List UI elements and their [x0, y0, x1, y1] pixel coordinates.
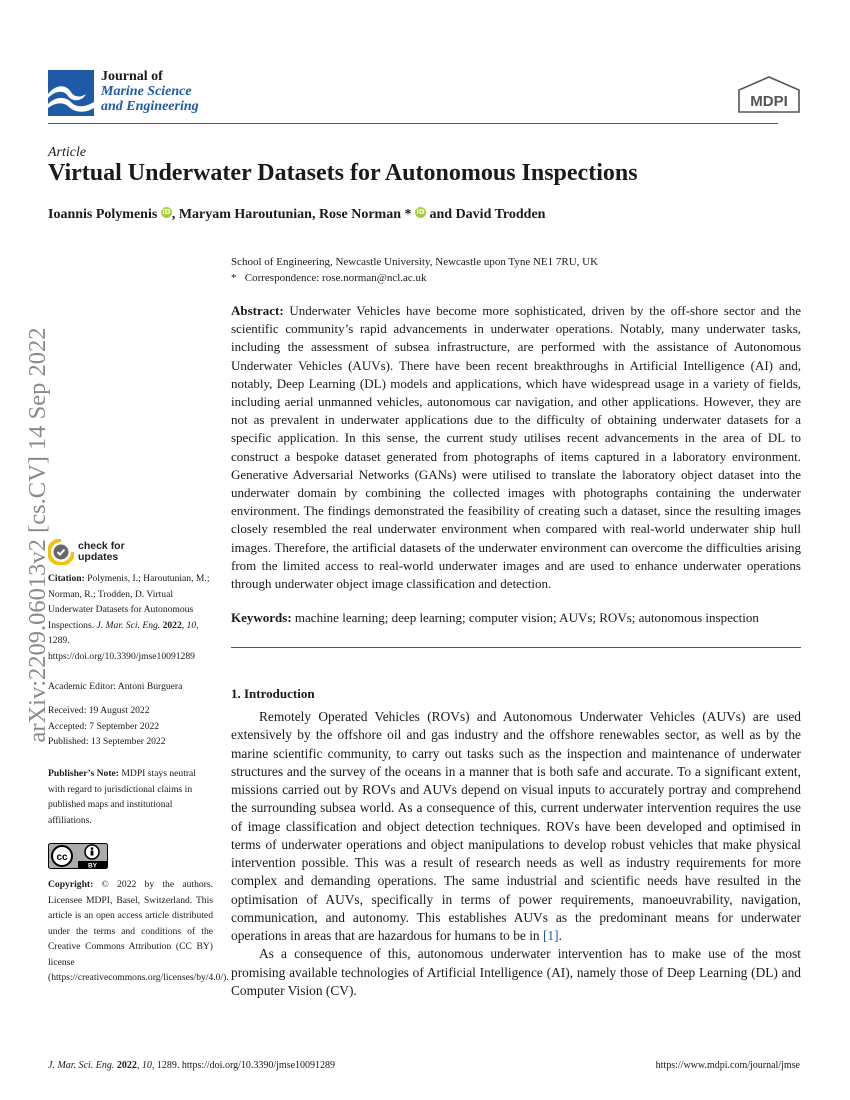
keywords: [231, 609, 801, 627]
check-updates-line1: check for: [78, 540, 125, 552]
orcid-icon[interactable]: iD: [416, 208, 425, 216]
svg-text:cc: cc: [56, 852, 68, 863]
paragraph: [231, 708, 801, 945]
journal-name-line2: Marine Science: [101, 84, 192, 99]
correspondence-mark: *: [231, 272, 237, 284]
affiliation: School of Engineering, Newcastle University, Newcastle upon Tyne NE1 7RU, UK: [231, 256, 599, 268]
check-updates-icon: [48, 539, 74, 565]
paragraph-end: .: [558, 928, 562, 943]
check-updates-line2: updates: [78, 551, 119, 563]
publisher-note-text: MDPI stays neutral with regard to jurisdictional claims in published maps and institutional affiliations.: [48, 768, 196, 826]
dates-block: [48, 703, 213, 750]
citation-volume: 10: [186, 619, 197, 631]
citation-separator: ,: [181, 619, 187, 631]
orcid-icon[interactable]: iD: [162, 208, 171, 216]
citation-pages: , 1289.: [48, 619, 199, 646]
cc-by-text: BY: [87, 862, 98, 869]
author-name: and David Trodden: [426, 207, 546, 222]
citation-doi-link[interactable]: https://doi.org/10.3390/jmse10091289: [48, 650, 195, 662]
correspondence-email[interactable]: Correspondence: rose.norman@ncl.ac.uk: [244, 272, 427, 284]
paragraph-text: Remotely Operated Vehicles (ROVs) and Autonomous Underwater Vehicles (AUVs) are used extensively by the offshore oil and gas industry and the offshore renewables sector, as well as by the marine scientific community, to carry out tasks such as the inspection and maintenance of underwater structures and the survey of the oceans in a manner that is both safe and accurate. To a significant extent, missions carried out by ROVs and AUVs depend on visual inputs to accurately portray and comprehend the surrounding subsea world. As a consequence of this, current underwater intervention requires the use of image classification and object detection techniques. ROVs have been developed and optimised in terms of underwater operations and object manipulations to develop robust vehicles that make physical intervention possible. This was a result of research needs as well as industry requirements for more complex and demanding operations. The same industrial and scientific needs have resulted in the optimisation of AUVs, specifically in terms of power requirements, manoeuvrability, navigation, communication, and autonomy. This establishes AUVs as the predominant means for underwater operations in areas that are hazardous for humans to be in: [231, 709, 801, 943]
arxiv-stamp-text: arXiv:2209.06013v2 [cs.CV] 14 Sep 2022: [24, 327, 51, 743]
citation-block: [48, 571, 213, 664]
publisher-note-label: Publisher’s Note:: [48, 768, 119, 779]
page-title: Virtual Underwater Datasets for Autonomous Inspections: [48, 160, 638, 186]
received-date: Received: 19 August 2022: [48, 705, 150, 716]
citation-label: Citation:: [48, 573, 85, 584]
section-heading: 1. Introduction: [231, 686, 315, 701]
header-divider: [48, 123, 778, 124]
footer-journal-url[interactable]: https://www.mdpi.com/journal/jmse: [655, 1060, 800, 1071]
section-divider: [231, 647, 801, 648]
copyright-block: [48, 877, 229, 986]
introduction-body: [231, 708, 801, 1000]
publisher-note: [48, 766, 213, 828]
footer-separator: ,: [136, 1060, 142, 1071]
footer-citation: [48, 1060, 335, 1071]
abstract: [231, 302, 801, 593]
copyright-label: Copyright:: [48, 879, 94, 890]
author-name: , Maryam Haroutunian, Rose Norman *: [171, 207, 412, 222]
journal-name: [101, 69, 199, 114]
abstract-label: Abstract:: [231, 303, 284, 318]
check-for-updates-badge[interactable]: [48, 539, 178, 569]
footer-year: 2022: [114, 1060, 137, 1071]
journal-logo-icon: [48, 70, 94, 116]
footer-volume: 10: [141, 1060, 152, 1071]
copyright-text: © 2022 by the authors. Licensee MDPI, Basel, Switzerland. This article is an open access article distributed under the terms and conditions of the Creative Commons Attribution (CC BY) license (https://creativecommons.org/licenses/by/4.0/).: [48, 879, 229, 983]
paragraph: As a consequence of this, autonomous underwater intervention has to make use of the most promising available technologies of Artificial Intelligence (AI), namely those of Deep Learning (DL) and Computer Vision (CV).: [231, 946, 801, 998]
cc-by-license-icon[interactable]: [48, 843, 108, 869]
citation-journal: J. Mar. Sci. Eng.: [96, 619, 161, 631]
accepted-date: Accepted: 7 September 2022: [48, 720, 160, 732]
article-type: Article: [48, 145, 87, 160]
abstract-text: Underwater Vehicles have become more sophisticated, driven by the off-shore sector and the scientific community’s rapid advancements in underwater operations. Notably, many underwater tasks, including the assessment of subsea infrastructure, are performed with the assistance of Autonomous Underwater Vehicles (AUVs). There have been recent breakthroughs in Artificial Intelligence (AI) and, notably, Deep Learning (DL) models and applications, which have widespread usage in a variety of fields, including aerial unmanned vehicles, autonomous car navigation, and other applications. However, they are not as prevalent in underwater applications due to the difficulty of obtaining underwater datasets for a specific application. In this sense, the current study utilises recent advancements in the area of DL to construct a bespoke dataset generated from photographs of items captured in a laboratory environment. Generative Adversarial Networks (GANs) were utilised to translate the laboratory object dataset into the underwater domain by combining the collected images with photographs containing the underwater environment. The findings demonstrated the feasibility of creating such a dataset, since the resulting images closely resembled the real underwater environment when compared with real-world underwater ship hull images. Therefore, the artificial datasets of the underwater environment can overcome the difficulties arising from the limited access to real-world underwater images and are used to enhance underwater operations through underwater object image classification and detection.: [231, 303, 801, 592]
author-list: [48, 207, 545, 223]
reference-link[interactable]: [1]: [542, 928, 559, 943]
correspondence: [231, 270, 598, 286]
author-name: Ioannis Polymenis: [48, 207, 158, 222]
keywords-label: Keywords:: [231, 610, 292, 625]
keywords-text: machine learning; deep learning; computer vision; AUVs; ROVs; autonomous inspection: [291, 610, 759, 625]
footer-journal: J. Mar. Sci. Eng.: [48, 1060, 115, 1071]
mdpi-logo-icon: [737, 76, 801, 114]
academic-editor: Academic Editor: Antoni Burguera: [48, 681, 183, 692]
footer-doi[interactable]: , 1289. https://doi.org/10.3390/jmse10091289: [151, 1060, 336, 1071]
journal-name-line1: Journal of: [101, 69, 163, 84]
published-date: Published: 13 September 2022: [48, 736, 166, 747]
citation-text: Polymenis, I.; Haroutunian, M.; Norman, R.; Trodden, D. Virtual Underwater Datasets for Autonomous Inspections.: [48, 573, 210, 631]
mdpi-logo-text: MDPI: [750, 93, 788, 110]
journal-name-line3: and Engineering: [101, 99, 199, 114]
affiliation-block: [231, 254, 598, 286]
check-updates-label: [78, 541, 125, 563]
citation-year: 2022: [160, 619, 182, 631]
